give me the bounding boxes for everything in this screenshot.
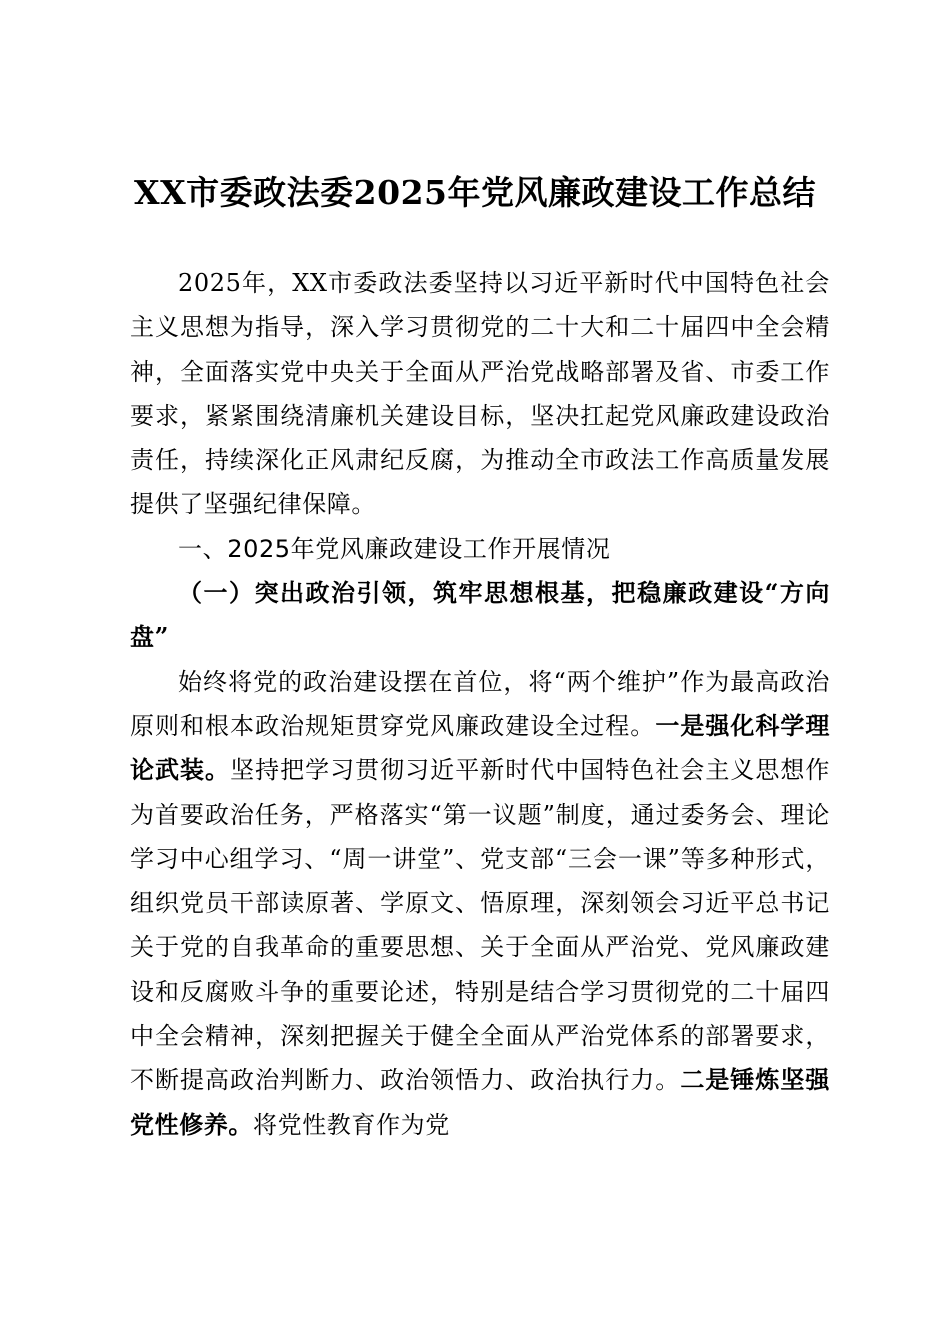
point-title: 二是锤炼坚强党性修养。 — [130, 1065, 830, 1139]
document-body — [130, 261, 830, 1147]
document-title: XX市委政法委2025年党风廉政建设工作总结 — [133, 173, 817, 212]
section-heading: 一、2025年党风廉政建设工作开展情况 — [178, 534, 611, 563]
point-text: 坚持把学习贯彻习近平新时代中国特色社会主义思想作为首要政治任务，严格落实“第一议题”制度，通过委务会、理论学习中心组学习、“周一讲堂”、党支部“三会一课”等多种形式，组织党员干部读原著、学原文、悟原理，深刻领会习近平总书记关于党的自我革命的重要思想、关于全面从严治党、党风廉政建设和反腐败斗争的重要论述，特别是结合学习贯彻党的二十届四中全会精神，深刻把握关于健全全面从严治党体系的部署要求，不断提高政治判断力、政治领悟力、政治执行力。 — [130, 756, 830, 1095]
paragraph-lead: 始终将党的政治建设摆在首位，将“两个维护”作为最高政治原则和根本政治规矩贯穿党风廉政建设全过程。 — [130, 667, 830, 740]
subsection-heading: （一）突出政治引领，筑牢思想根基，把稳廉政建设“方向盘” — [130, 578, 830, 652]
point-text: 将党性教育作为党 — [253, 1110, 450, 1139]
body-paragraph — [130, 660, 830, 1147]
point-title: 一是强化科学理论武装。 — [130, 710, 830, 785]
intro-paragraph: 2025年，XX市委政法委坚持以习近平新时代中国特色社会主义思想为指导，深入学习贯彻党的二十大和二十届四中全会精神，全面落实党中央关于全面从严治党战略部署及省、市委工作要求，紧紧围绕清廉机关建设目标，坚决扛起党风廉政建设政治责任，持续深化正风肃纪反腐，为推动全市政法工作高质量发展提供了坚强纪律保障。 — [130, 269, 830, 519]
